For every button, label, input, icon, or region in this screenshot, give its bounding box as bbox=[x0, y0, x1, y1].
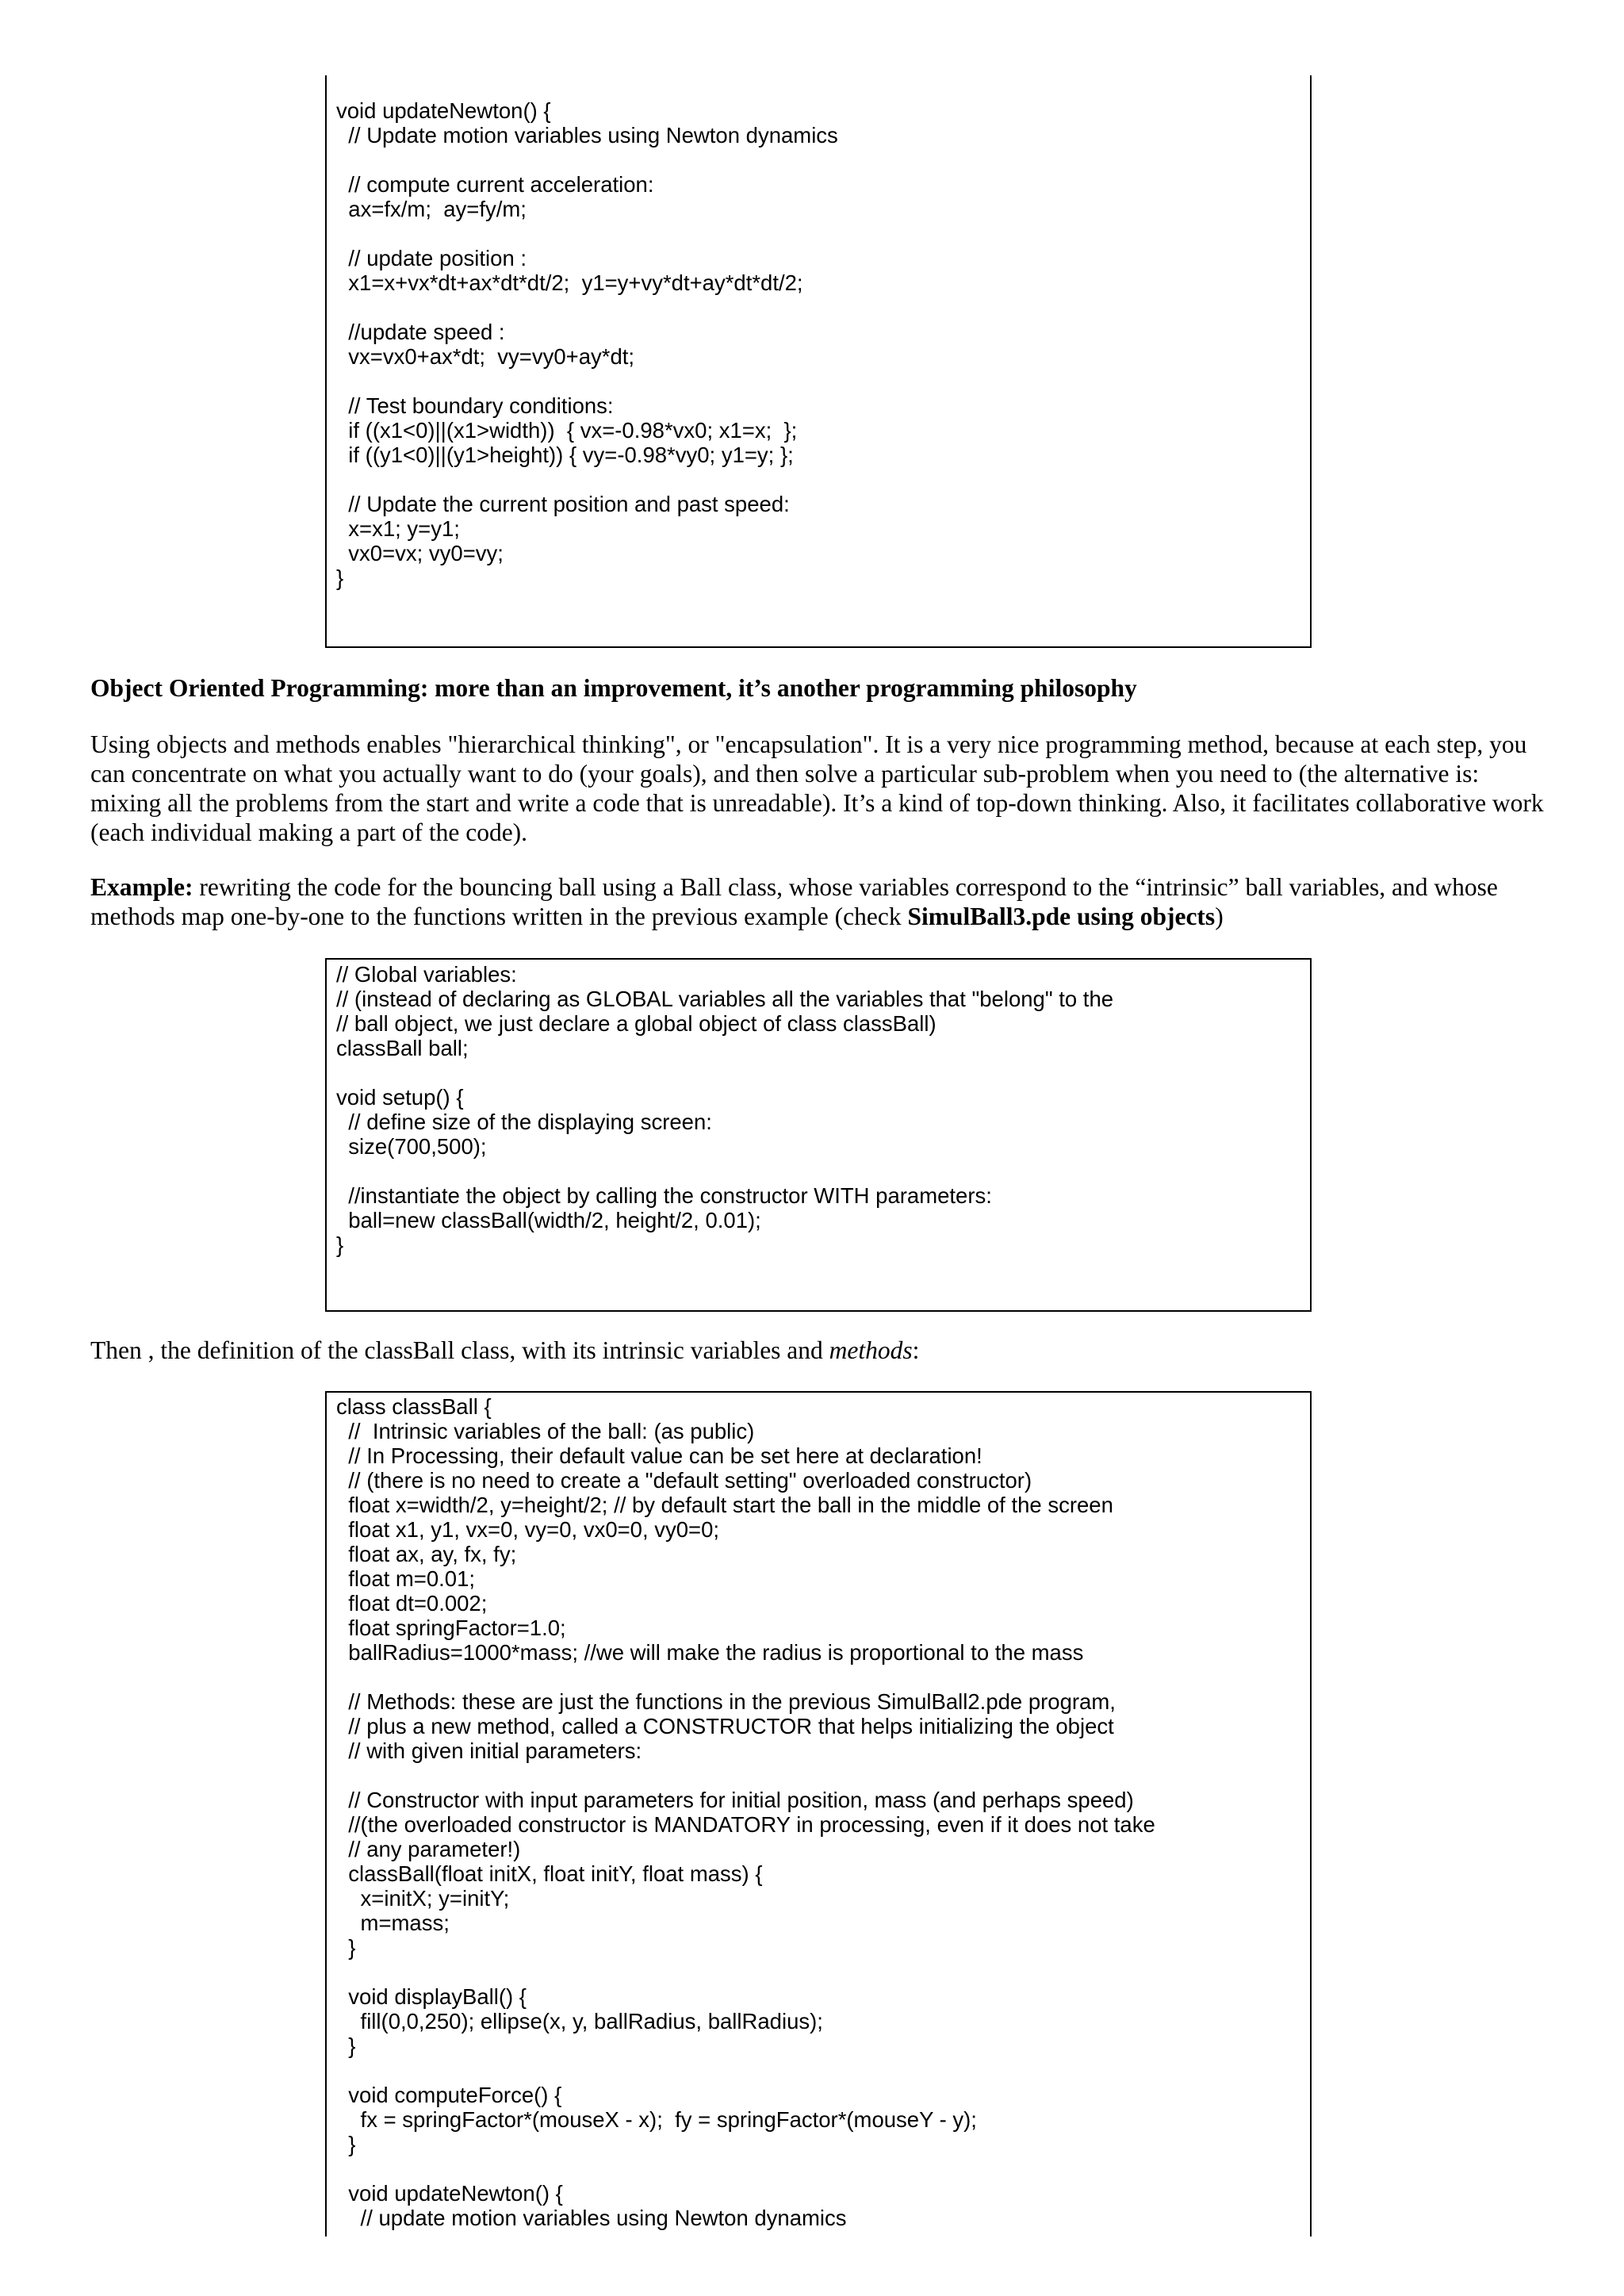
code-line bbox=[336, 467, 1300, 492]
code-line: // Constructor with input parameters for initial position, mass (and perhaps speed) bbox=[336, 1788, 1134, 1812]
code-line: //update speed : bbox=[336, 320, 505, 344]
code-line bbox=[336, 221, 1300, 246]
code-line: void updateNewton() { bbox=[336, 2181, 563, 2206]
code-line: // ball object, we just declare a global object of class classBall) bbox=[336, 1011, 936, 1036]
code-line: x1=x+vx*dt+ax*dt*dt/2; y1=y+vy*dt+ay*dt*dt/2; bbox=[336, 270, 803, 295]
code-line: size(700,500); bbox=[336, 1134, 487, 1159]
code-line: // update motion variables using Newton dynamics bbox=[336, 2206, 847, 2230]
code-line: //instantiate the object by calling the constructor WITH parameters: bbox=[336, 1183, 992, 1208]
code-line: } bbox=[336, 2132, 356, 2156]
code-line: // any parameter!) bbox=[336, 1837, 521, 1861]
code-line: void updateNewton() { bbox=[336, 98, 551, 123]
code-line: // (instead of declaring as GLOBAL variables all the variables that "belong" to the bbox=[336, 987, 1114, 1011]
code-line: if ((y1<0)||(y1>height)) { vy=-0.98*vy0; y1=y; }; bbox=[336, 443, 794, 467]
code-line: m=mass; bbox=[336, 1911, 450, 1935]
code-line: // with given initial parameters: bbox=[336, 1738, 642, 1763]
code-line: // Update the current position and past speed: bbox=[336, 492, 790, 516]
code-line: float springFactor=1.0; bbox=[336, 1616, 566, 1640]
code-line bbox=[336, 2058, 1300, 2083]
code-line: // Test boundary conditions: bbox=[336, 393, 614, 418]
code-line: } bbox=[336, 565, 344, 590]
example-body: rewriting the code for the bouncing ball using a Ball class, whose variables correspond to the “intrinsic” ball variables, and whose methods map one-by-one to the functions written in the previous example (check bbox=[90, 873, 1498, 930]
code-line: // define size of the displaying screen: bbox=[336, 1110, 712, 1134]
code-line bbox=[336, 1763, 1300, 1788]
example-lead: Example: bbox=[90, 873, 193, 901]
code-line: if ((x1<0)||(x1>width)) { vx=-0.98*vx0; x1=x; }; bbox=[336, 418, 798, 443]
code-line: classBall(float initX, float initY, float mass) { bbox=[336, 1861, 763, 1886]
code-line: fill(0,0,250); ellipse(x, y, ballRadius, ballRadius); bbox=[336, 2009, 823, 2033]
code-line: // Intrinsic variables of the ball: (as public) bbox=[336, 1419, 755, 1443]
code-line: vx=vx0+ax*dt; vy=vy0+ay*dt; bbox=[336, 344, 635, 369]
class-intro-methods: methods bbox=[829, 1336, 913, 1364]
code-line: // (there is no need to create a "default setting" overloaded constructor) bbox=[336, 1468, 1032, 1493]
code-line: vx0=vx; vy0=vy; bbox=[336, 541, 504, 565]
code-line: float x=width/2, y=height/2; // by default start the ball in the middle of the screen bbox=[336, 1493, 1113, 1517]
code-line: void computeForce() { bbox=[336, 2083, 562, 2107]
code-line: // compute current acceleration: bbox=[336, 172, 654, 197]
code-line: float ax, ay, fx, fy; bbox=[336, 1542, 517, 1566]
code-block-setup bbox=[325, 958, 1312, 1312]
code-line: // plus a new method, called a CONSTRUCTOR that helps initializing the object bbox=[336, 1714, 1114, 1738]
code-line: x=initX; y=initY; bbox=[336, 1886, 510, 1911]
code-line: } bbox=[336, 1232, 344, 1257]
paragraph-example bbox=[90, 872, 1549, 931]
code-line bbox=[336, 1665, 1300, 1689]
paragraph-oop-intro: Using objects and methods enables "hierarchical thinking", or "encapsulation". It is a very nice programming method, because at each step, you can concentrate on what you actually want to do (your goals), and then solve a particular sub-problem when you need to (the alternative is: mixing all the problems from the start and write a code that is unreadable). It’s a kind of top-down thinking. Also, it facilitates collaborative work (each individual making a part of the code). bbox=[90, 730, 1544, 846]
code-line: ballRadius=1000*mass; //we will make the radius is proportional to the mass bbox=[336, 1640, 1084, 1665]
code-line: fx = springFactor*(mouseX - x); fy = springFactor*(mouseY - y); bbox=[336, 2107, 977, 2132]
code-line: class classBall { bbox=[336, 1394, 492, 1419]
example-close: ) bbox=[1215, 903, 1224, 930]
code-line bbox=[336, 2156, 1300, 2181]
code-line: // Global variables: bbox=[336, 962, 517, 987]
code-line: void setup() { bbox=[336, 1085, 464, 1110]
class-intro-close: : bbox=[912, 1336, 920, 1364]
class-intro-body: Then , the definition of the classBall class, with its intrinsic variables and bbox=[90, 1336, 829, 1364]
code-line: //(the overloaded constructor is MANDATORY in processing, even if it does not take bbox=[336, 1812, 1155, 1837]
code-line bbox=[336, 148, 1300, 172]
code-line bbox=[336, 369, 1300, 393]
code-line bbox=[336, 1159, 1300, 1183]
code-line: // Update motion variables using Newton dynamics bbox=[336, 123, 838, 148]
code-line bbox=[336, 1060, 1300, 1085]
code-line: float dt=0.002; bbox=[336, 1591, 488, 1616]
code-line: classBall ball; bbox=[336, 1036, 469, 1060]
example-file-ref: SimulBall3.pde using objects bbox=[907, 903, 1216, 930]
code-line: ball=new classBall(width/2, height/2, 0.01); bbox=[336, 1208, 761, 1232]
code-line: void displayBall() { bbox=[336, 1984, 527, 2009]
code-line: // Methods: these are just the functions in the previous SimulBall2.pde program, bbox=[336, 1689, 1116, 1714]
code-line: } bbox=[336, 2033, 356, 2058]
section-heading: Object Oriented Programming: more than an improvement, it’s another programming philosophy bbox=[90, 674, 1137, 702]
code-line: ax=fx/m; ay=fy/m; bbox=[336, 197, 527, 221]
code-line: // In Processing, their default value can be set here at declaration! bbox=[336, 1443, 982, 1468]
code-line: x=x1; y=y1; bbox=[336, 516, 460, 541]
code-block-update-newton bbox=[325, 75, 1312, 648]
code-line bbox=[336, 1960, 1300, 1984]
code-block-class-ball bbox=[325, 1391, 1312, 2237]
code-line bbox=[336, 295, 1300, 320]
code-line: float m=0.01; bbox=[336, 1566, 476, 1591]
code-line: // update position : bbox=[336, 246, 527, 270]
paragraph-class-intro bbox=[90, 1336, 1549, 1365]
code-line: } bbox=[336, 1935, 356, 1960]
code-line: float x1, y1, vx=0, vy=0, vx0=0, vy0=0; bbox=[336, 1517, 720, 1542]
